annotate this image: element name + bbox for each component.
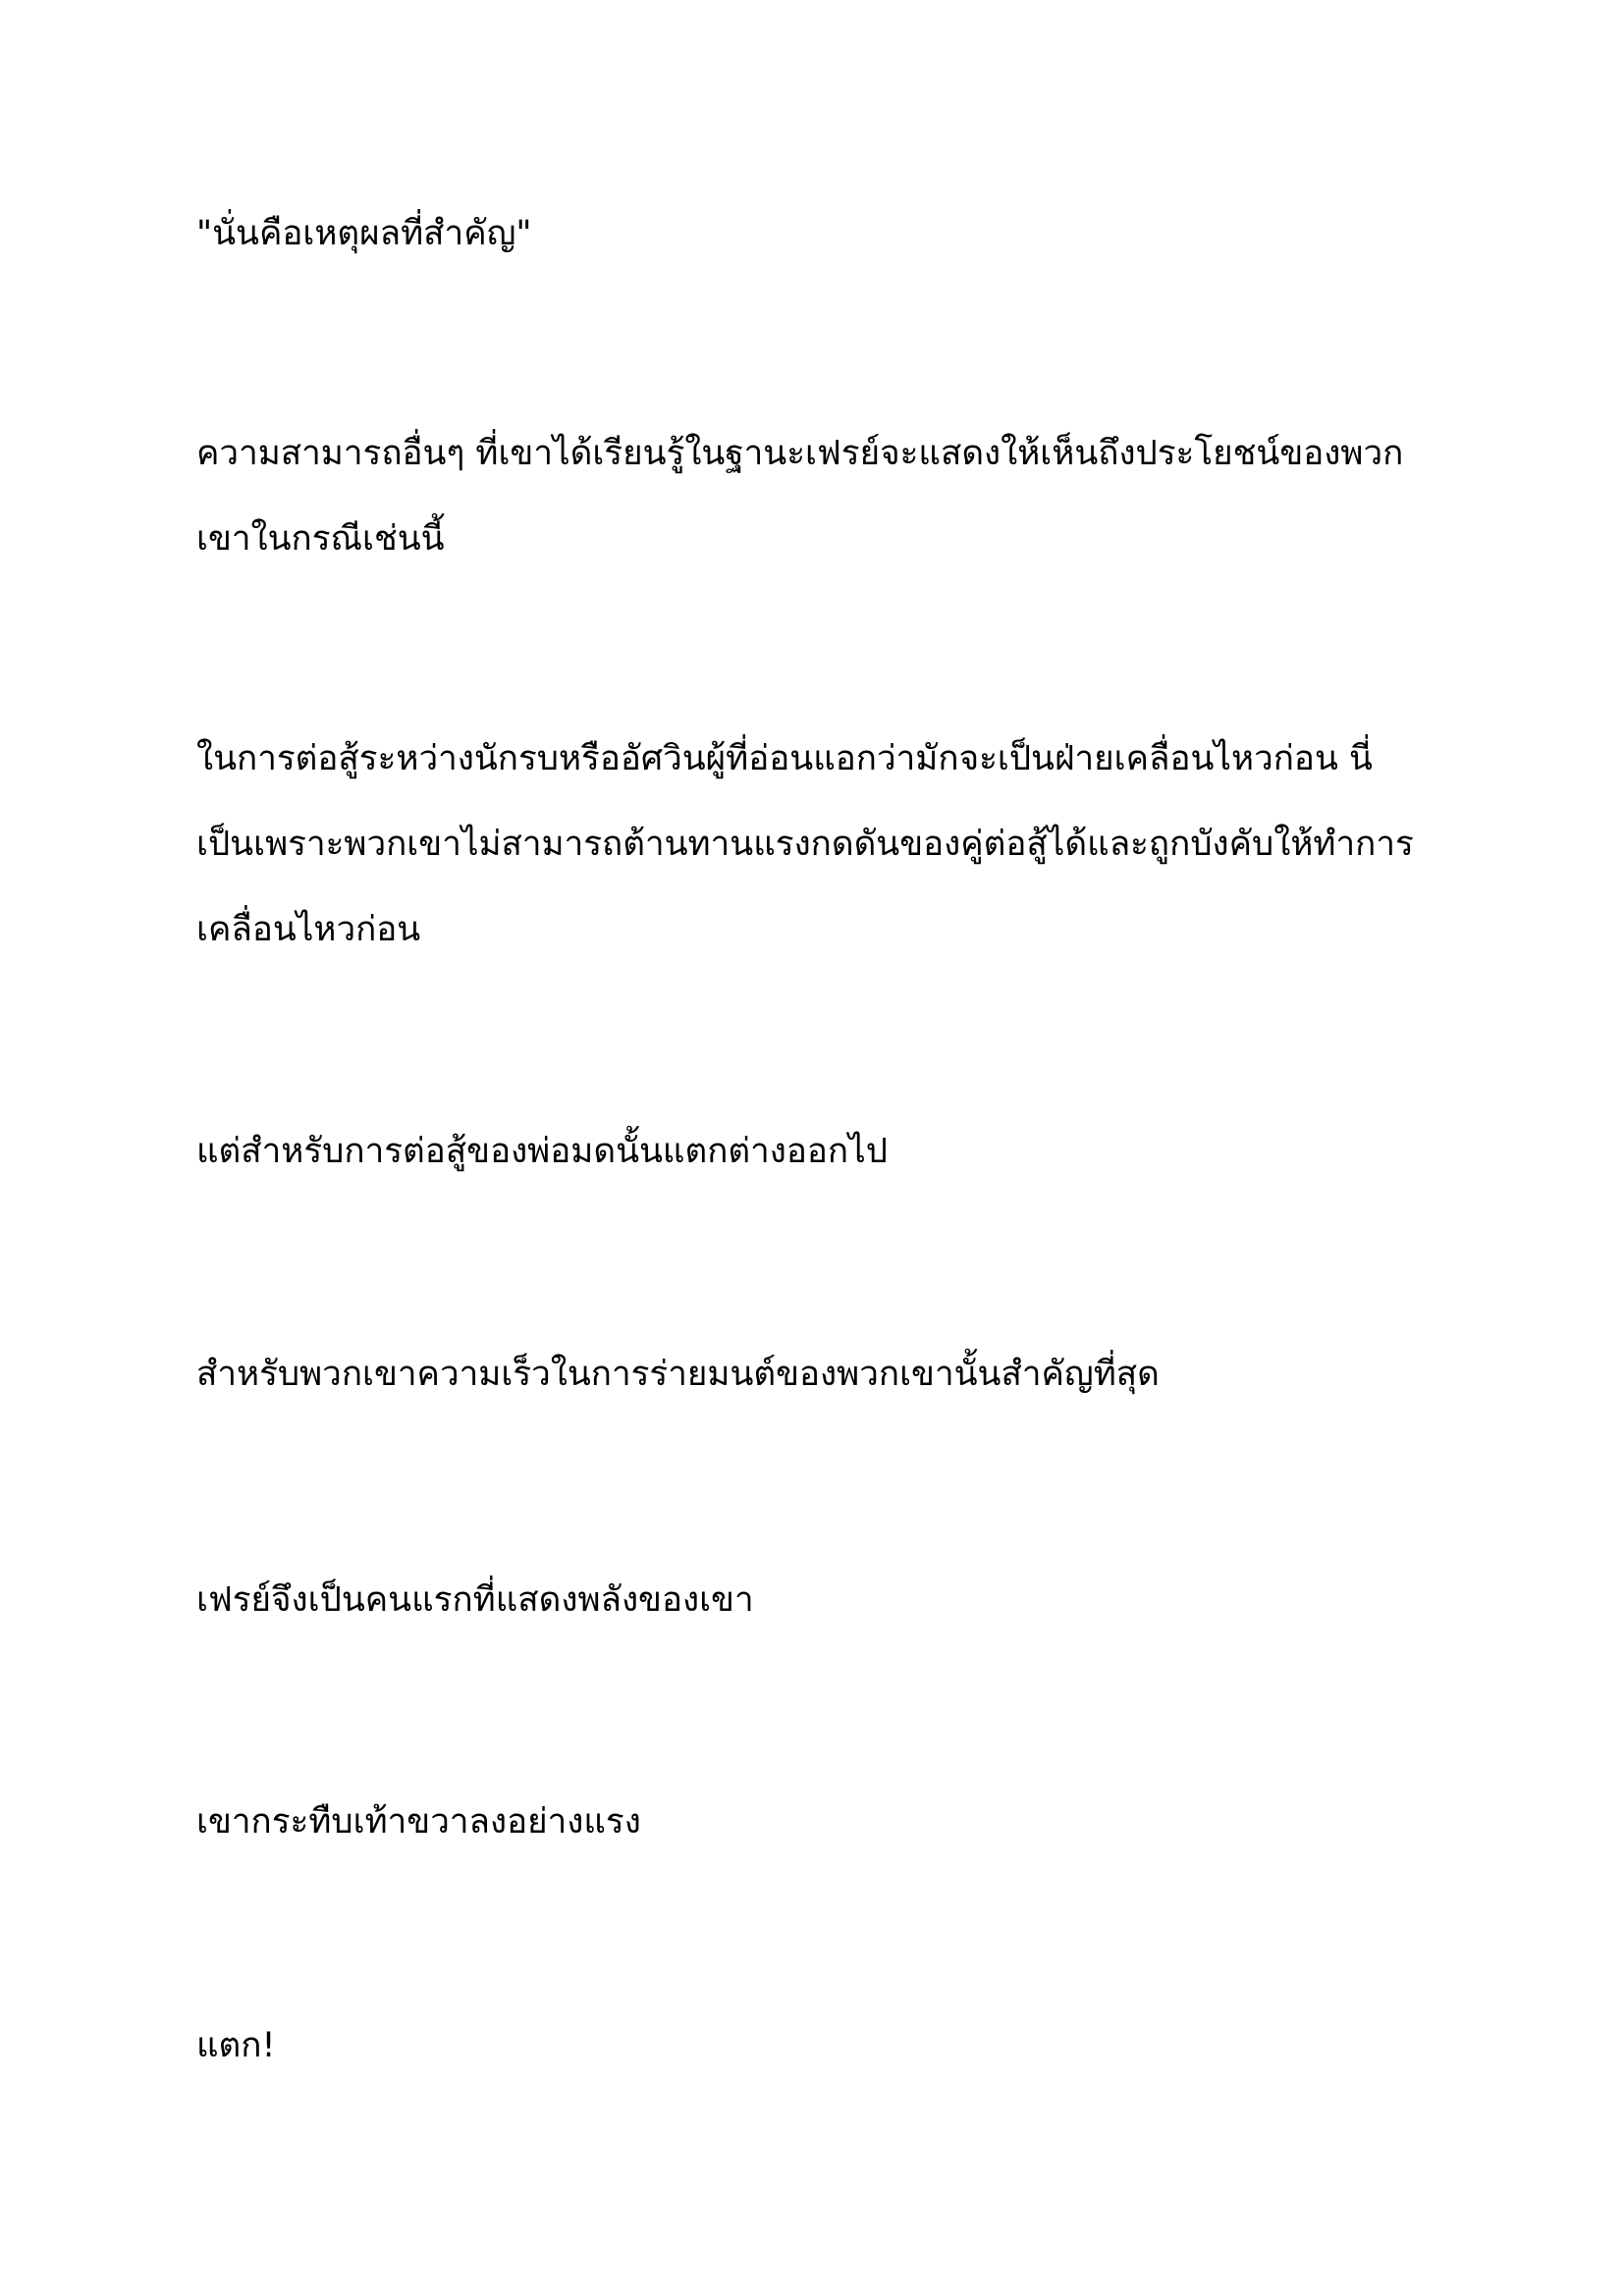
paragraph-6 [196, 1558, 1453, 1643]
paragraph-line: ในการต่อสู้ระหว่างนักรบหรืออัศวินผู้ที่อ่อนแอกว่ามักจะเป็นฝ่ายเคลื่อนไหวก่อน นี่ [196, 739, 1373, 778]
paragraph-line: เขากระทืบเท้าขวาลงอย่างแรง [196, 1802, 641, 1842]
paragraph-line: เขาในกรณีเช่นนี้ [196, 519, 445, 559]
paragraph-2 [196, 411, 1453, 582]
paragraph-line: แต่สำหรับการต่อสู้ของพ่อมดนั้นแตกต่างออกไป [196, 1132, 888, 1171]
paragraph-line: สำหรับพวกเขาความเร็วในการร่ายมนต์ของพวกเขานั้นสำคัญที่สุด [196, 1355, 1160, 1394]
paragraph-line: เฟรย์จึงเป็นคนแรกที่แสดงพลังของเขา [196, 1580, 754, 1620]
paragraph-8 [196, 2003, 1453, 2089]
paragraph-line: แตก! [196, 2026, 276, 2065]
paragraph-4 [196, 1109, 1453, 1195]
paragraph-line: "นั่นคือเหตุผลที่สำคัญ" [196, 214, 532, 253]
paragraph-1 [196, 191, 1453, 277]
paragraph-5 [196, 1332, 1453, 1417]
paragraph-7 [196, 1780, 1453, 1865]
paragraph-3 [196, 717, 1453, 973]
paragraph-line: ความสามารถอื่นๆ ที่เขาได้เรียนรู้ในฐานะเฟรย์จะแสดงให้เห็นถึงประโยชน์ของพวก [196, 434, 1404, 473]
paragraph-line: เป็นเพราะพวกเขาไม่สามารถต้านทานแรงกดดันของคู่ต่อสู้ได้และถูกบังคับให้ทำการ [196, 825, 1414, 864]
paragraph-line: เคลื่อนไหวก่อน [196, 910, 421, 949]
